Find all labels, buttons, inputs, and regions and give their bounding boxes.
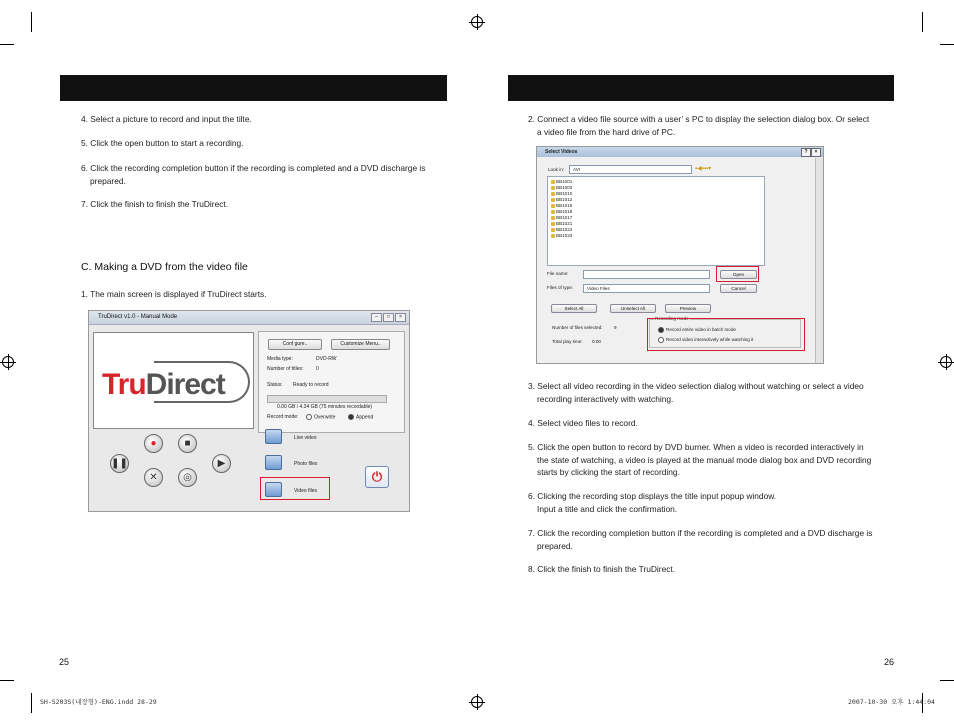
header-bar-left <box>60 75 447 101</box>
files-of-type-select[interactable]: Video Files <box>583 284 710 293</box>
page-number-right: 26 <box>884 657 895 667</box>
crop-mark <box>0 680 14 681</box>
live-video-label[interactable]: Live video <box>294 435 317 441</box>
preview-button[interactable]: Preview <box>665 304 711 313</box>
list-item[interactable]: BB1016 <box>551 209 572 214</box>
step-7-left: 7. Click the finish to finish the TruDirect. <box>81 199 229 209</box>
look-in-label: Look in: <box>548 167 565 172</box>
append-radio[interactable]: Append <box>348 414 373 420</box>
step-8-right: 8. Click the finish to finish the TruDirect. <box>528 564 676 574</box>
select-all-button[interactable]: Select All <box>551 304 597 313</box>
stop-button[interactable]: ■ <box>178 434 197 453</box>
list-item[interactable]: BB1010 <box>551 191 572 196</box>
file-list[interactable] <box>547 176 765 266</box>
dialog-close-button[interactable]: × <box>811 148 821 157</box>
list-item[interactable]: BB1023 <box>551 233 572 238</box>
look-in-select[interactable]: AVI <box>569 165 692 174</box>
titles-label: Number of titles: <box>267 366 304 372</box>
status-label: Status: <box>267 382 283 388</box>
record-button[interactable]: ● <box>144 434 163 453</box>
status-value: Ready to record <box>293 382 329 388</box>
dialog-title-bar <box>537 147 823 157</box>
list-item[interactable]: BB1015 <box>551 203 572 208</box>
registration-mark-icon <box>2 356 14 368</box>
record-mode-label: Record mode: <box>267 414 299 420</box>
list-item[interactable]: BB1017 <box>551 215 572 220</box>
media-type-label: Media type: <box>267 356 293 362</box>
crop-mark <box>31 693 32 713</box>
nav-folder-icons[interactable]: ▪◀▪▪▪▾ <box>695 166 712 172</box>
footer-file-info: SH-S203S(내장형)-ENG.indd 28-29 <box>40 698 157 706</box>
step-6-left: 6. Click the recording completion button if the recording is completed and a DVD discharge is prepared. <box>81 163 426 186</box>
crop-mark <box>940 680 954 681</box>
preview-area <box>93 332 254 429</box>
footer-timestamp: 2007-10-30 오후 1:44:04 <box>848 698 935 706</box>
step-5-left: 5. Click the open button to start a recording. <box>81 138 244 148</box>
overwrite-radio[interactable]: Overwrite <box>306 414 335 420</box>
open-button-highlight <box>716 266 759 282</box>
interactive-mode-radio[interactable]: Record video interactively while watching it <box>658 337 753 343</box>
file-name-label: File name: <box>547 271 569 276</box>
window-title-bar <box>89 311 409 325</box>
maximize-button[interactable]: □ <box>383 313 394 322</box>
minimize-button[interactable]: – <box>371 313 382 322</box>
select-videos-dialog <box>536 146 824 364</box>
camera-icon[interactable] <box>265 429 282 444</box>
section-title: C. Making a DVD from the video file <box>81 261 248 273</box>
capacity-progress-bar <box>267 395 387 403</box>
step-4-right: 4. Select video files to record. <box>528 418 638 428</box>
list-item[interactable]: BB1022 <box>551 227 572 232</box>
crop-mark <box>922 12 923 32</box>
play-time-label: Total play time: <box>552 339 583 344</box>
step-4-left: 4. Select a picture to record and input the tilte. <box>81 114 252 124</box>
file-name-input[interactable] <box>583 270 710 279</box>
cancel-icon-button[interactable]: ✕ <box>144 468 163 487</box>
registration-mark-icon <box>471 16 483 28</box>
crop-mark <box>31 12 32 32</box>
photo-files-label[interactable]: Photo files <box>294 461 318 467</box>
close-button[interactable]: × <box>395 313 406 322</box>
page-number-left: 25 <box>59 657 70 667</box>
registration-mark-icon <box>471 696 483 708</box>
photo-icon[interactable] <box>265 455 282 470</box>
step-7-right: 7. Click the recording completion button if the recording is completed and a DVD discharge is prepared. <box>528 528 873 551</box>
files-selected-label: Number of files selected: <box>552 325 603 330</box>
configure-button[interactable]: Conf gure.. <box>268 339 322 350</box>
window-title: TruDirect v1.0 - Manual Mode <box>98 314 178 320</box>
customize-menu-button[interactable]: Customize Menu.. <box>331 339 390 350</box>
list-item[interactable]: BB1012 <box>551 197 572 202</box>
files-of-type-label: Files of type: <box>547 285 574 290</box>
unselect-all-button[interactable]: Unselect All <box>610 304 656 313</box>
radio-icon <box>306 414 312 420</box>
open-button[interactable]: Open <box>720 270 757 279</box>
recording-mode-legend: Recording mode <box>655 316 689 321</box>
list-item[interactable]: BB1001 <box>551 179 572 184</box>
eject-button[interactable]: ◎ <box>178 468 197 487</box>
capacity-text: 0.00 GB / 4.34 GB (75 minutes recordable) <box>277 404 373 410</box>
trudirect-window <box>88 310 410 512</box>
list-item[interactable]: BB1021 <box>551 221 572 226</box>
dialog-scrollbar[interactable] <box>815 158 823 363</box>
radio-selected-icon <box>348 414 354 420</box>
step-5-right: 5. Click the open button to record by DVD burner. When a video is recorded interactively in the state of watching, a video is played at the manual mode dialog box and DVD recording starts by clicking the start of recording. <box>528 442 872 477</box>
play-time-value: 0:00 <box>592 339 601 344</box>
crop-mark <box>0 44 14 45</box>
crop-mark <box>940 44 954 45</box>
video-files-highlight <box>260 477 330 500</box>
help-button[interactable]: ? <box>801 148 811 157</box>
step-6-right: 6. Clicking the recording stop displays the title input popup window. Input a title and click the confirmation. <box>528 491 777 514</box>
trudirect-logo: TruDirect <box>102 368 225 401</box>
info-panel <box>258 331 405 433</box>
header-bar-right <box>508 75 894 101</box>
titles-value: 0 <box>316 366 319 372</box>
step-2-right: 2. Connect a video file source with a user’ s PC to display the selection dialog box. Or select a video file from the hard drive of PC. <box>528 114 870 137</box>
power-button[interactable]: ⏻ <box>365 466 389 488</box>
step-3-right: 3. Select all video recording in the video selection dialog without watching or select a video recording interactively with watching. <box>528 381 864 404</box>
registration-mark-icon <box>940 356 952 368</box>
batch-mode-radio[interactable]: Record entire video in batch mode <box>658 327 736 333</box>
step-1-main: 1. The main screen is displayed if TruDirect starts. <box>81 289 267 299</box>
recording-mode-highlight <box>647 318 805 351</box>
cancel-button[interactable]: Cancel <box>720 284 757 293</box>
media-type-value: DVD-RW <box>316 356 337 362</box>
play-button[interactable]: ▶ <box>212 454 231 473</box>
dialog-title: Select Videos <box>545 149 578 155</box>
video-files-label[interactable]: Video files <box>294 488 317 494</box>
pause-button[interactable]: ❚❚ <box>110 454 129 473</box>
files-selected-value: 9 <box>614 325 617 330</box>
list-item[interactable]: BB1003 <box>551 185 572 190</box>
